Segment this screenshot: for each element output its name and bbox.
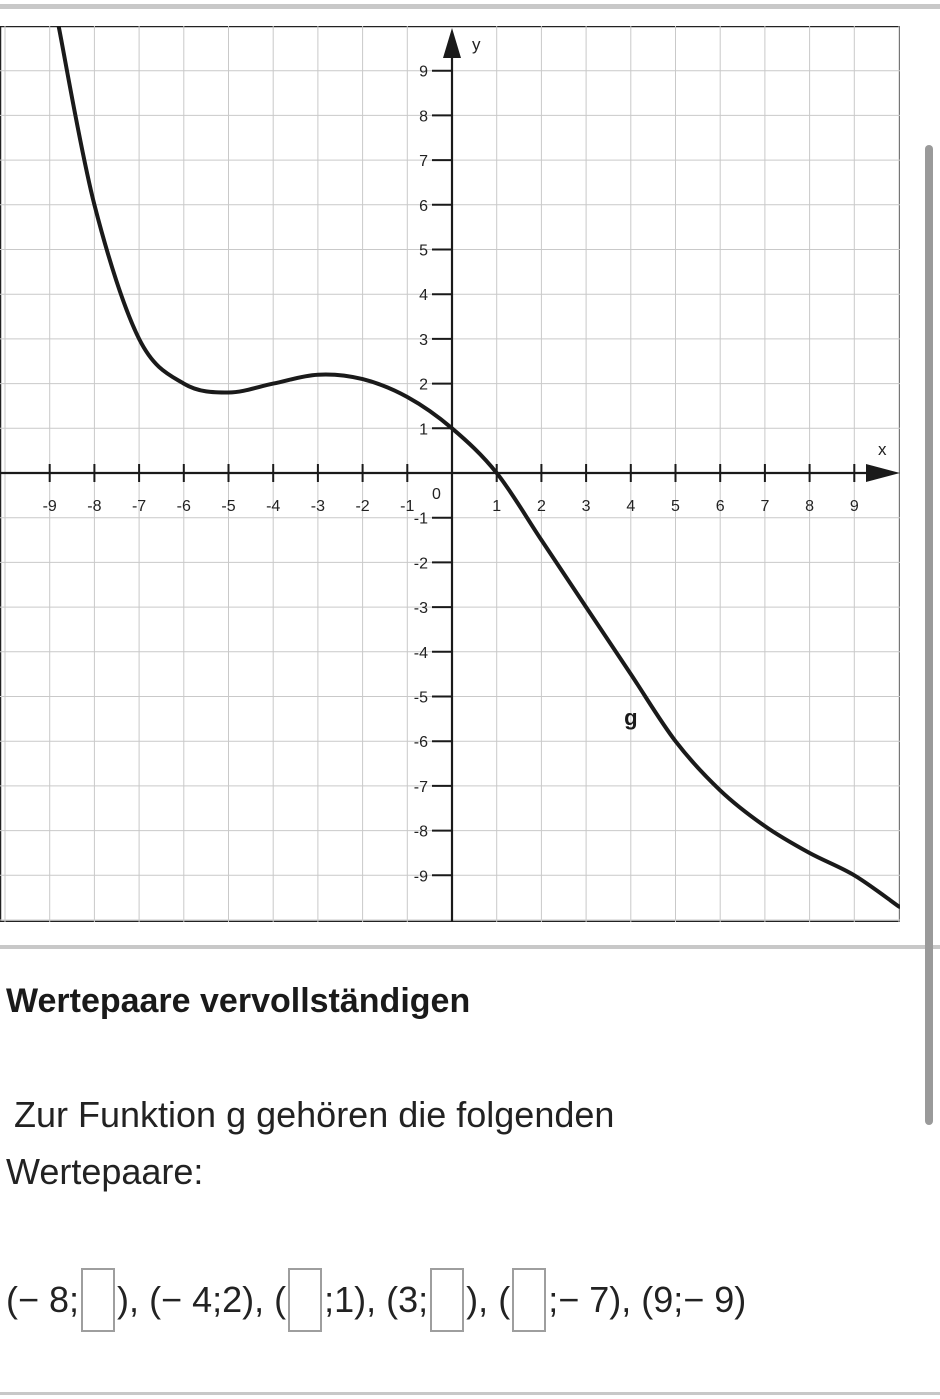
x-tick-label: 1 bbox=[492, 498, 502, 515]
y-tick-label: 8 bbox=[419, 108, 428, 126]
x-tick-label: -6 bbox=[176, 498, 191, 515]
pair-4-close: ) bbox=[466, 1279, 479, 1320]
pair-3-x-input[interactable] bbox=[288, 1268, 322, 1332]
task-description bbox=[6, 1086, 906, 1200]
y-tick-label: 3 bbox=[419, 331, 428, 349]
x-tick-label: -7 bbox=[131, 498, 147, 515]
y-tick-label: 4 bbox=[419, 287, 428, 305]
top-divider bbox=[0, 4, 940, 9]
x-tick-label: -8 bbox=[87, 498, 102, 515]
x-tick-label: -5 bbox=[221, 498, 236, 515]
x-tick-label: 8 bbox=[805, 498, 815, 515]
pair-separator: , bbox=[621, 1279, 642, 1320]
x-axis-label: x bbox=[878, 440, 887, 459]
y-tick-label: -4 bbox=[413, 644, 428, 662]
y-tick-label: 5 bbox=[419, 242, 428, 260]
section-divider bbox=[0, 945, 940, 949]
x-tick-label: 4 bbox=[626, 498, 636, 515]
pair-3-close: ;1) bbox=[324, 1279, 367, 1320]
y-tick-label: 2 bbox=[419, 376, 428, 394]
y-axis-label: y bbox=[472, 35, 481, 54]
y-tick-label: 9 bbox=[419, 63, 428, 81]
x-tick-label: -9 bbox=[42, 498, 57, 515]
y-tick-label: -8 bbox=[413, 823, 428, 841]
task-text-line1: Zur Funktion g gehören die folgenden bbox=[14, 1094, 615, 1135]
pair-1-y-input[interactable] bbox=[81, 1268, 115, 1332]
y-tick-label: -6 bbox=[413, 734, 428, 752]
y-tick-label: 6 bbox=[419, 197, 428, 215]
y-tick-label: 7 bbox=[419, 153, 428, 171]
y-tick-label: -5 bbox=[413, 689, 428, 707]
y-tick-label: -1 bbox=[413, 510, 428, 528]
pair-1-open: (− 8; bbox=[6, 1279, 80, 1320]
pair-5-x-input[interactable] bbox=[512, 1268, 546, 1332]
x-tick-label: 3 bbox=[581, 498, 591, 515]
pair-3-open: ( bbox=[274, 1279, 287, 1320]
y-tick-label: -7 bbox=[413, 778, 428, 796]
x-tick-label: 5 bbox=[671, 498, 680, 515]
origin-label: 0 bbox=[432, 486, 441, 503]
x-tick-label: -4 bbox=[266, 498, 281, 515]
pair-2: (− 4;2) bbox=[149, 1279, 255, 1320]
y-tick-label: -3 bbox=[413, 600, 428, 618]
x-tick-label: -1 bbox=[400, 498, 415, 515]
value-pairs bbox=[6, 1268, 746, 1332]
pair-separator: , bbox=[254, 1279, 275, 1320]
x-tick-label: 9 bbox=[849, 498, 859, 515]
pair-6: (9;− 9) bbox=[641, 1279, 747, 1320]
y-tick-label: -2 bbox=[413, 555, 428, 573]
pair-4-open: (3; bbox=[386, 1279, 429, 1320]
y-tick-label: 1 bbox=[419, 421, 428, 439]
pair-separator: , bbox=[129, 1279, 150, 1320]
x-tick-label: -2 bbox=[355, 498, 370, 515]
pair-separator: , bbox=[366, 1279, 387, 1320]
bottom-divider bbox=[0, 1392, 940, 1395]
x-tick-label: 7 bbox=[760, 498, 770, 515]
pair-1-close: ) bbox=[117, 1279, 130, 1320]
pair-5-open: ( bbox=[498, 1279, 511, 1320]
pair-separator: , bbox=[478, 1279, 499, 1320]
x-tick-label: 6 bbox=[715, 498, 725, 515]
pair-5-close: ;− 7) bbox=[548, 1279, 622, 1320]
x-tick-label: -3 bbox=[310, 498, 326, 515]
graph-svg bbox=[0, 26, 900, 922]
curve-label: g bbox=[624, 704, 638, 730]
task-heading: Wertepaare vervollständigen bbox=[6, 982, 471, 1020]
function-graph bbox=[0, 26, 900, 922]
scrollbar[interactable] bbox=[925, 145, 933, 1125]
x-tick-label: 2 bbox=[536, 498, 546, 515]
y-tick-label: -9 bbox=[413, 868, 428, 886]
task-text-line2: Wertepaare: bbox=[6, 1151, 204, 1192]
pair-4-y-input[interactable] bbox=[430, 1268, 464, 1332]
